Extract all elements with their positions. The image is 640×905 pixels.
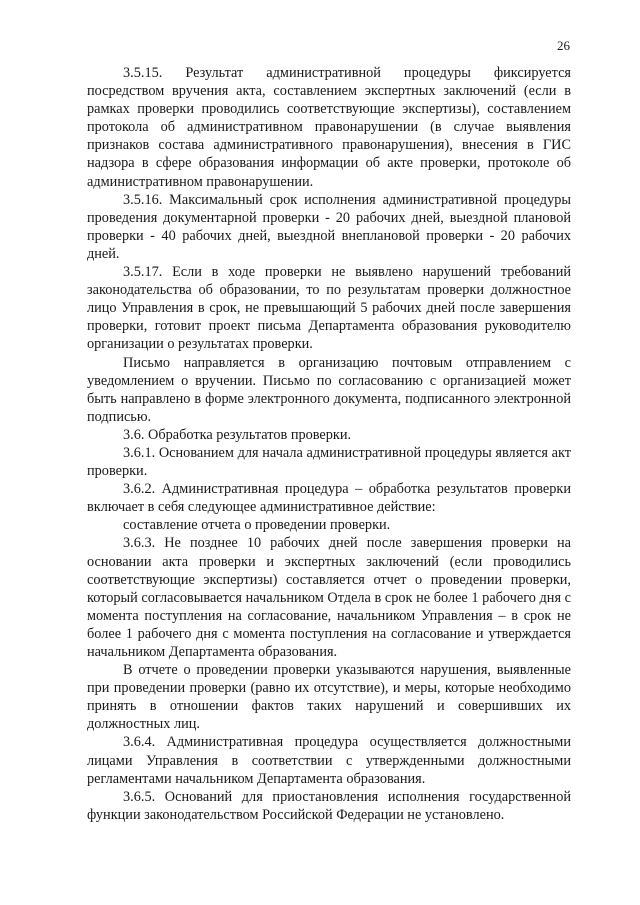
page-number: 26 xyxy=(557,38,570,53)
paragraph-3-6-3: 3.6.3. Не позднее 10 рабочих дней после завершения проверки на основании акта проверки и экспертных заключений (если проводились соответствующие экспертизы) составляется отчет о проведении проверки, который согласовывается начальником Отдела в срок не более 1 рабочего дня с момента поступления на согласование, начальником Управления – в срок не более 1 рабочего дня с момента поступления на согласование и утверждается начальником Департамента образования. xyxy=(87,535,571,660)
paragraph-3-6-1: 3.6.1. Основанием для начала административной процедуры является акт проверки. xyxy=(87,444,571,480)
paragraph-3-6-5: 3.6.5. Оснований для приостановления исполнения государственной функции законодательством Российской Федерации не установлено. xyxy=(87,788,571,823)
paragraph-3-5-17: 3.5.17. Если в ходе проверки не выявлено нарушений требований законодательства об образовании, то по результатам проверки должностное лицо Управления в срок, не превышающий 5 рабочих дней после завершения проверки, готовит проект письма Департамента образования руководителю организации о результатах проверки. xyxy=(87,264,571,353)
paragraph-letter-delivery: Письмо направляется в организацию почтовым отправлением с уведомлением о вручении. Письмо по согласованию с организацией может быть направлено в форме электронного документа, подписанного электронной подписью. xyxy=(87,354,571,425)
paragraph-3-6-2: 3.6.2. Административная процедура – обработка результатов проверки включает в себя следующее административное действие: xyxy=(87,481,571,516)
paragraph-3-5-16: 3.5.16. Максимальный срок исполнения административной процедуры проведения документарной проверки - 20 рабочих дней, выездной плановой проверки - 40 рабочих дней, выездной внеплановой проверки - 20 рабочих дней. xyxy=(87,191,571,262)
paragraph-3-6-4: 3.6.4. Административная процедура осуществляется должностными лицами Управления в соответствии с утвержденными должностными регламентами начальником Департамента образования. xyxy=(87,734,571,787)
paragraph-report-action: составление отчета о проведении проверки. xyxy=(123,517,391,534)
paragraph-3-5-15: 3.5.15. Результат административной процедуры фиксируется посредством вручения акта, составлением экспертных заключений (если в рамках проверки проводились соответствующие экспертизы), составлением протокола об административном правонарушении (в случае выявления признаков состава административного правонарушения), внесения в ГИС надзора в сфере образования информации об акте проверки, протоколе об административном правонарушении. xyxy=(87,65,571,190)
paragraph-report-contents: В отчете о проведении проверки указываются нарушения, выявленные при проведении проверки (равно их отсутствие), и меры, которые необходимо принять в отношении фактов таких нарушений и совершивших их должностных лиц. xyxy=(87,662,571,733)
document-body xyxy=(87,64,571,824)
section-heading-3-6: 3.6. Обработка результатов проверки. xyxy=(123,426,352,443)
